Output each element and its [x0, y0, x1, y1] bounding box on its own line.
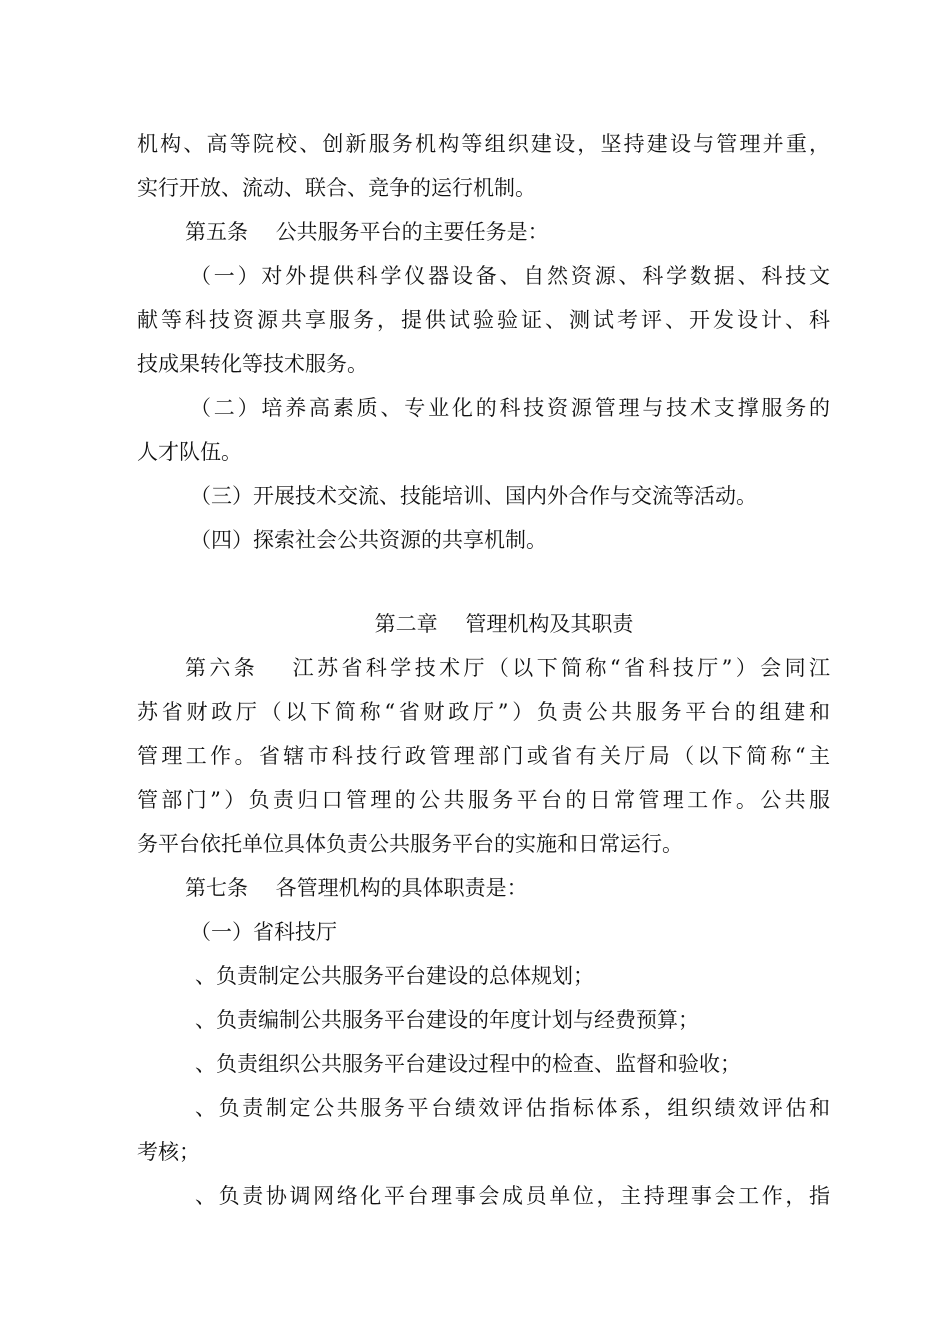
chapter-2-heading: 第二章 管理机构及其职责 — [374, 612, 634, 636]
article-6-line: 第六条 江苏省科学技术厅（以下简称“省科技厅”）会同江 — [185, 656, 830, 680]
list-item-3-line: （三）开展技术交流、技能培训、国内外合作与交流等活动。 — [190, 484, 757, 508]
sub-item-line: 、负责制定公共服务平台建设的总体规划； — [195, 964, 594, 988]
paragraph-line: 务平台依托单位具体负责公共服务平台的实施和日常运行。 — [137, 832, 683, 856]
paragraph-line: 献等科技资源共享服务，提供试验验证、测试考评、开发设计、科 — [137, 308, 830, 332]
paragraph-line: 机构、高等院校、创新服务机构等组织建设，坚持建设与管理并重， — [137, 132, 830, 156]
paragraph-line: 人才队伍。 — [137, 440, 242, 464]
paragraph-line: 技成果转化等技术服务。 — [137, 352, 368, 376]
article-7-heading-line: 第七条 各管理机构的具体职责是： — [185, 876, 528, 900]
paragraph-line: 实行开放、流动、联合、竞争的运行机制。 — [137, 176, 536, 200]
sub-item-line: 、负责协调网络化平台理事会成员单位，主持理事会工作，指 — [195, 1184, 830, 1208]
article-5-heading-line: 第五条 公共服务平台的主要任务是： — [185, 220, 549, 244]
paragraph-line: 管理工作。省辖市科技行政管理部门或省有关厅局（以下简称“主 — [137, 744, 830, 768]
sub-item-line: 、负责制定公共服务平台绩效评估指标体系，组织绩效评估和 — [195, 1096, 830, 1120]
paragraph-line: 苏省财政厅（以下简称“省财政厅”）负责公共服务平台的组建和 — [137, 700, 830, 724]
sub-item-line: 、负责组织公共服务平台建设过程中的检查、监督和验收； — [195, 1052, 741, 1076]
list-item-1-heading: （一）省科技厅 — [190, 920, 337, 944]
paragraph-line: 管部门”）负责归口管理的公共服务平台的日常管理工作。公共服 — [137, 788, 830, 812]
list-item-4-line: （四）探索社会公共资源的共享机制。 — [190, 528, 547, 552]
list-item-2-line: （二）培养高素质、专业化的科技资源管理与技术支撑服务的 — [190, 396, 830, 420]
list-item-1-line: （一）对外提供科学仪器设备、自然资源、科学数据、科技文 — [190, 264, 830, 288]
sub-item-line: 、负责编制公共服务平台建设的年度计划与经费预算； — [195, 1008, 699, 1032]
paragraph-line: 考核； — [137, 1140, 200, 1164]
